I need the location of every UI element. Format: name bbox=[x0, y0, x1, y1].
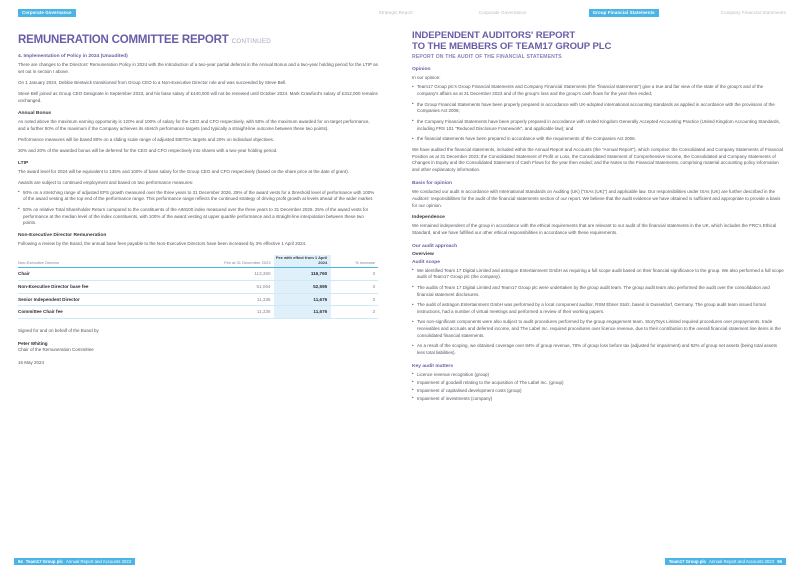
list-item: • Licence revenue recognition (group) bbox=[412, 372, 784, 379]
heading-implementation-of-policy: 4. Implementation of Policy in 2024 (Unaudited) bbox=[18, 53, 128, 59]
cell-prior-fee: 51,064 bbox=[220, 280, 274, 293]
paragraph-ceo-salary: Steve Bell joined as Group CEO Designate in September 2023, and his base salary of £440,000 will not be renewed until October 2024. Mark Crawford's salary of £312,000 remains unchanged. bbox=[18, 91, 378, 104]
table-header-row bbox=[18, 255, 378, 268]
footer-right-company: Team17 Group plc bbox=[668, 559, 706, 564]
page-title-continued: CONTINUED bbox=[231, 38, 272, 45]
footer-left-page-number: 94 bbox=[18, 559, 23, 564]
heading-key-audit-matters: Key audit matters bbox=[412, 363, 454, 369]
column-header-fee-2023: Fee at 31 December 2023 bbox=[220, 255, 274, 268]
paragraph-opinion-scope: We have audited the financial statements, included within the Annual Report and Accounts (the "Annual Report"), which comprise: the Consolidated and Company Statements of Financial Position as at 31 December 2023; the Consolidated Statement of Profit or Loss, the Consolidated Statement of Comprehensive Income, the Consolidated and Company Statements of Changes in Equity and the Consolidated Statement of Cash Flows for the year then ended; and the Notes to the Financial Statements, comprising material accounting policy information and other explanatory information. bbox=[412, 146, 783, 173]
list-item: • the Company Financial Statements have been properly prepared in accordance with United Kingdom Generally Accepted Accounting Practice (United Kingdom Accounting Standards, including FRS 101 "Reduced Disclosure Framework", and applicable law); and bbox=[412, 119, 784, 133]
column-header-pct-increase: % increase bbox=[331, 255, 378, 268]
footer-left-report-name: Annual Report and Accounts 2023 bbox=[65, 559, 132, 564]
heading-overview: Overview bbox=[412, 251, 434, 257]
auditors-report-title-line1: INDEPENDENT AUDITORS' REPORT bbox=[412, 30, 576, 41]
paragraph-basis-for-opinion: We conducted our audit in accordance with International Standards on Auditing (UK) ("ISAs (UK)") and applicable law. Our responsibilities under ISAs (UK) are further described in the Auditors' responsibilities for the audit of the financial statements section of our report. We believe that the audit evidence we have obtained is sufficient and appropriate to provide a basis for our opinion. bbox=[412, 188, 781, 208]
cell-prior-fee: 113,360 bbox=[220, 268, 274, 281]
auditors-report-title-line2: TO THE MEMBERS OF TEAM17 GROUP PLC bbox=[412, 41, 612, 53]
ned-fees-table bbox=[18, 255, 378, 319]
nav-item-group-financial-statements[interactable]: Group Financial Statements bbox=[589, 9, 659, 17]
paragraph-ltip-award-level: The award level for 2024 will be equivalent to 135% and 100% of base salary for the Group CEO and CFO respectively (based on the share price at the date of grant). bbox=[18, 168, 349, 174]
cell-prior-fee: 11,336 bbox=[220, 293, 274, 306]
list-item: • As a result of the scoping, we obtained coverage over 84% of group revenue, 78% of group loss before tax (adjusted for impairment) and 82% of group net assets (being total assets less total liabilities). bbox=[412, 343, 784, 357]
heading-independence: Independence bbox=[412, 215, 445, 221]
nav-item-company-financial-statements[interactable]: Company Financial Statements bbox=[720, 10, 786, 15]
paragraph-opinion-intro: In our opinion: bbox=[412, 75, 441, 81]
signoff-line: Signed for and on behalf of the Board by bbox=[18, 327, 99, 333]
heading-our-audit-approach: Our audit approach bbox=[412, 243, 458, 249]
list-key-audit-matters bbox=[412, 372, 784, 403]
top-navigation-bar bbox=[0, 0, 800, 26]
cell-role: Non-Executive Director base fee bbox=[18, 280, 220, 293]
footer-right-bar bbox=[665, 558, 786, 565]
footer-left-company: Team17 Group plc bbox=[25, 559, 63, 564]
list-item: • the financial statements have been prepared in accordance with the requirements of the Companies Act 2006. bbox=[412, 136, 784, 143]
nav-item-strategic-report[interactable]: Strategic Report bbox=[378, 10, 413, 15]
auditors-report-title bbox=[412, 30, 784, 52]
cell-pct: 3 bbox=[331, 268, 378, 281]
list-item: • 50% on a stretching range of adjusted EPS growth measured over the three years to 31 December 2026. 25% of the award vests for a threshold level of performance with 100% of the award vesting at the top end of the performance range. This performance range reflects the continued strategy of driving profit growth at levels ahead of the wider market. bbox=[18, 190, 378, 204]
footer-left-bar bbox=[14, 558, 135, 565]
list-item: • The audit of astragon Entertainment GmbH was performed by a local component auditor, RSM Ebner Stolz, based in Dusseldorf, Germany. The group audit team issued formal instructions, had a number of virtual meetings and performed a review of their working papers. bbox=[412, 302, 784, 316]
table-row bbox=[18, 280, 378, 293]
footer-left bbox=[14, 550, 135, 564]
signoff-date: 16 May 2024 bbox=[18, 359, 45, 365]
signoff-role: Chair of the Remuneration Committee bbox=[18, 347, 94, 353]
paragraph-bonus-deferral: 30% and 20% of the awarded bonus will be deferred for the CEO and CFO respectively into shares with a two-year holding period. bbox=[18, 148, 278, 154]
list-item: • Impairment of capitalised development costs (group) bbox=[412, 388, 784, 395]
cell-current-fee: 116,760 bbox=[274, 268, 332, 281]
paragraph-performance-measures: Performance measures will be based 80% on a sliding scale range of adjusted EBITDA targets and 20% on individual objectives. bbox=[18, 136, 275, 142]
auditors-report-subtitle: REPORT ON THE AUDIT OF THE FINANCIAL STATEMENTS bbox=[412, 54, 562, 61]
paragraph-independence: We remained independent of the group in accordance with the ethical requirements that are relevant to our audit of the financial statements in the UK, which includes the FRC's Ethical Standard, and we have fulfilled our other ethical responsibilities in accordance with these requirements. bbox=[412, 223, 777, 236]
table-body bbox=[18, 268, 378, 319]
nav-item-corporate-governance[interactable]: Corporate Governance bbox=[478, 10, 527, 15]
column-header-director: Non-Executive Director bbox=[18, 255, 220, 268]
cell-current-fee: 52,595 bbox=[274, 280, 332, 293]
heading-ned-remuneration: Non-Executive Director Remuneration bbox=[18, 233, 107, 239]
list-audit-scope bbox=[412, 268, 784, 357]
list-item: • the Group Financial Statements have been properly prepared in accordance with UK-adopted international accounting standards as applied in accordance with the provisions of the Companies Act 2006; bbox=[412, 102, 784, 116]
paragraph-policy-changes: There are changes to the Directors' Remuneration Policy in 2024 with the introduction of a two-year partial deferral in the Annual Bonus and a two-year holding period for the LTIP as set out in section I above. bbox=[18, 61, 378, 74]
list-ltip-measures bbox=[18, 190, 378, 228]
table-row bbox=[18, 293, 378, 306]
list-item: • 50% on relative Total Shareholder Return compared to the constituents of the AIM100 index measured over the three years to 31 December 2026. 25% of the award vests for performance at the median level of the index constituents, with 100% of the award vesting at upper quartile performance and a straight-line interpolation between these two points. bbox=[18, 207, 378, 227]
list-item: • Impairment of investments (company) bbox=[412, 396, 784, 403]
footer-right-page-number: 95 bbox=[777, 559, 782, 564]
paragraph-ltip-measures-intro: Awards are subject to continued employment and based on two performance measures: bbox=[18, 180, 194, 186]
paragraph-bonus-opportunity: As noted above the maximum earning opportunity is 120% and 100% of salary for the CEO and CFO respectively, with 50% of the maximum awarded for on-target performance, and a further 50% of the maximum if the Company achieves its stretch performance targets (and typically a straight-line outcome between these two points). bbox=[18, 118, 370, 131]
list-item: • The audits of Team 17 Digital Limited and Team17 Group plc were undertaken by the group audit team. The group audit team also performed the audit over the consolidation and financial statement disclosures. bbox=[412, 285, 784, 299]
cell-pct: 3 bbox=[331, 306, 378, 319]
cell-role: Committee Chair fee bbox=[18, 306, 220, 319]
list-item: • Impairment of goodwill relating to the acquisition of The Label Inc. (group) bbox=[412, 380, 784, 387]
list-opinion-bullets bbox=[412, 84, 784, 142]
heading-basis-for-opinion: Basis for opinion bbox=[412, 181, 452, 187]
table-row bbox=[18, 306, 378, 319]
page-title-text: REMUNERATION COMMITTEE REPORT bbox=[18, 34, 229, 46]
heading-ltip: LTIP bbox=[18, 161, 29, 167]
signoff-name: Peter Whiting bbox=[18, 340, 48, 346]
column-header-fee-2024: Fee with effect from 1 April 2024 bbox=[274, 255, 332, 268]
heading-opinion: Opinion bbox=[412, 67, 431, 73]
cell-pct: 3 bbox=[331, 293, 378, 306]
cell-role: Senior Independent Director bbox=[18, 293, 220, 306]
footer-right bbox=[665, 550, 786, 564]
right-page-column bbox=[412, 30, 784, 406]
section-nav bbox=[375, 9, 790, 17]
section-tag-corporate-governance: Corporate Governance bbox=[18, 9, 76, 17]
cell-role: Chair bbox=[18, 268, 220, 281]
heading-audit-scope: Audit scope bbox=[412, 259, 440, 265]
table-row bbox=[18, 268, 378, 281]
table-header bbox=[18, 255, 378, 268]
paragraph-ceo-transition: On 1 January 2024, Debbie Bestwick transitioned from Group CEO to a Non-Executive Director role and was succeeded by Steve Bell. bbox=[18, 79, 287, 85]
heading-annual-bonus: Annual Bonus bbox=[18, 110, 52, 116]
list-item: • Team17 Group plc's Group Financial Statements and Company Financial Statements (the "financial statements") give a true and fair view of the state of the group's and of the company's affairs as at 31 December 2023 and of the group's loss and the group's cash flows for the year then ended; bbox=[412, 84, 784, 98]
cell-current-fee: 11,676 bbox=[274, 306, 332, 319]
signoff-block bbox=[18, 328, 378, 365]
left-page-column bbox=[18, 34, 378, 365]
paragraph-ned-fee-increase: Following a review by the Board, the annual base fees payable to the Non-Executive Directors have been increased by 3% effective 1 April 2024. bbox=[18, 241, 307, 247]
cell-current-fee: 11,676 bbox=[274, 293, 332, 306]
page-title bbox=[18, 34, 378, 47]
list-item: • We identified Team 17 Digital Limited and astragon Entertainment GmbH as requiring a full scope audit based on their financial significance to the group. We also performed a full scope audit of Team17 Group plc (the company). bbox=[412, 268, 784, 282]
cell-pct: 3 bbox=[331, 280, 378, 293]
footer-right-report-name: Annual Report and Accounts 2023 bbox=[709, 559, 775, 564]
cell-prior-fee: 11,336 bbox=[220, 306, 274, 319]
list-item: • Two non-significant components were also subject to audit procedures performed by the group engagement team. StoryToys Limited required procedures over prepayments, trade receivables and accruals and deferred income, and The Label Inc. required procedures over licence revenue, due to their contribution to the overall financial statement line items in the consolidated financial statements. bbox=[412, 319, 784, 339]
